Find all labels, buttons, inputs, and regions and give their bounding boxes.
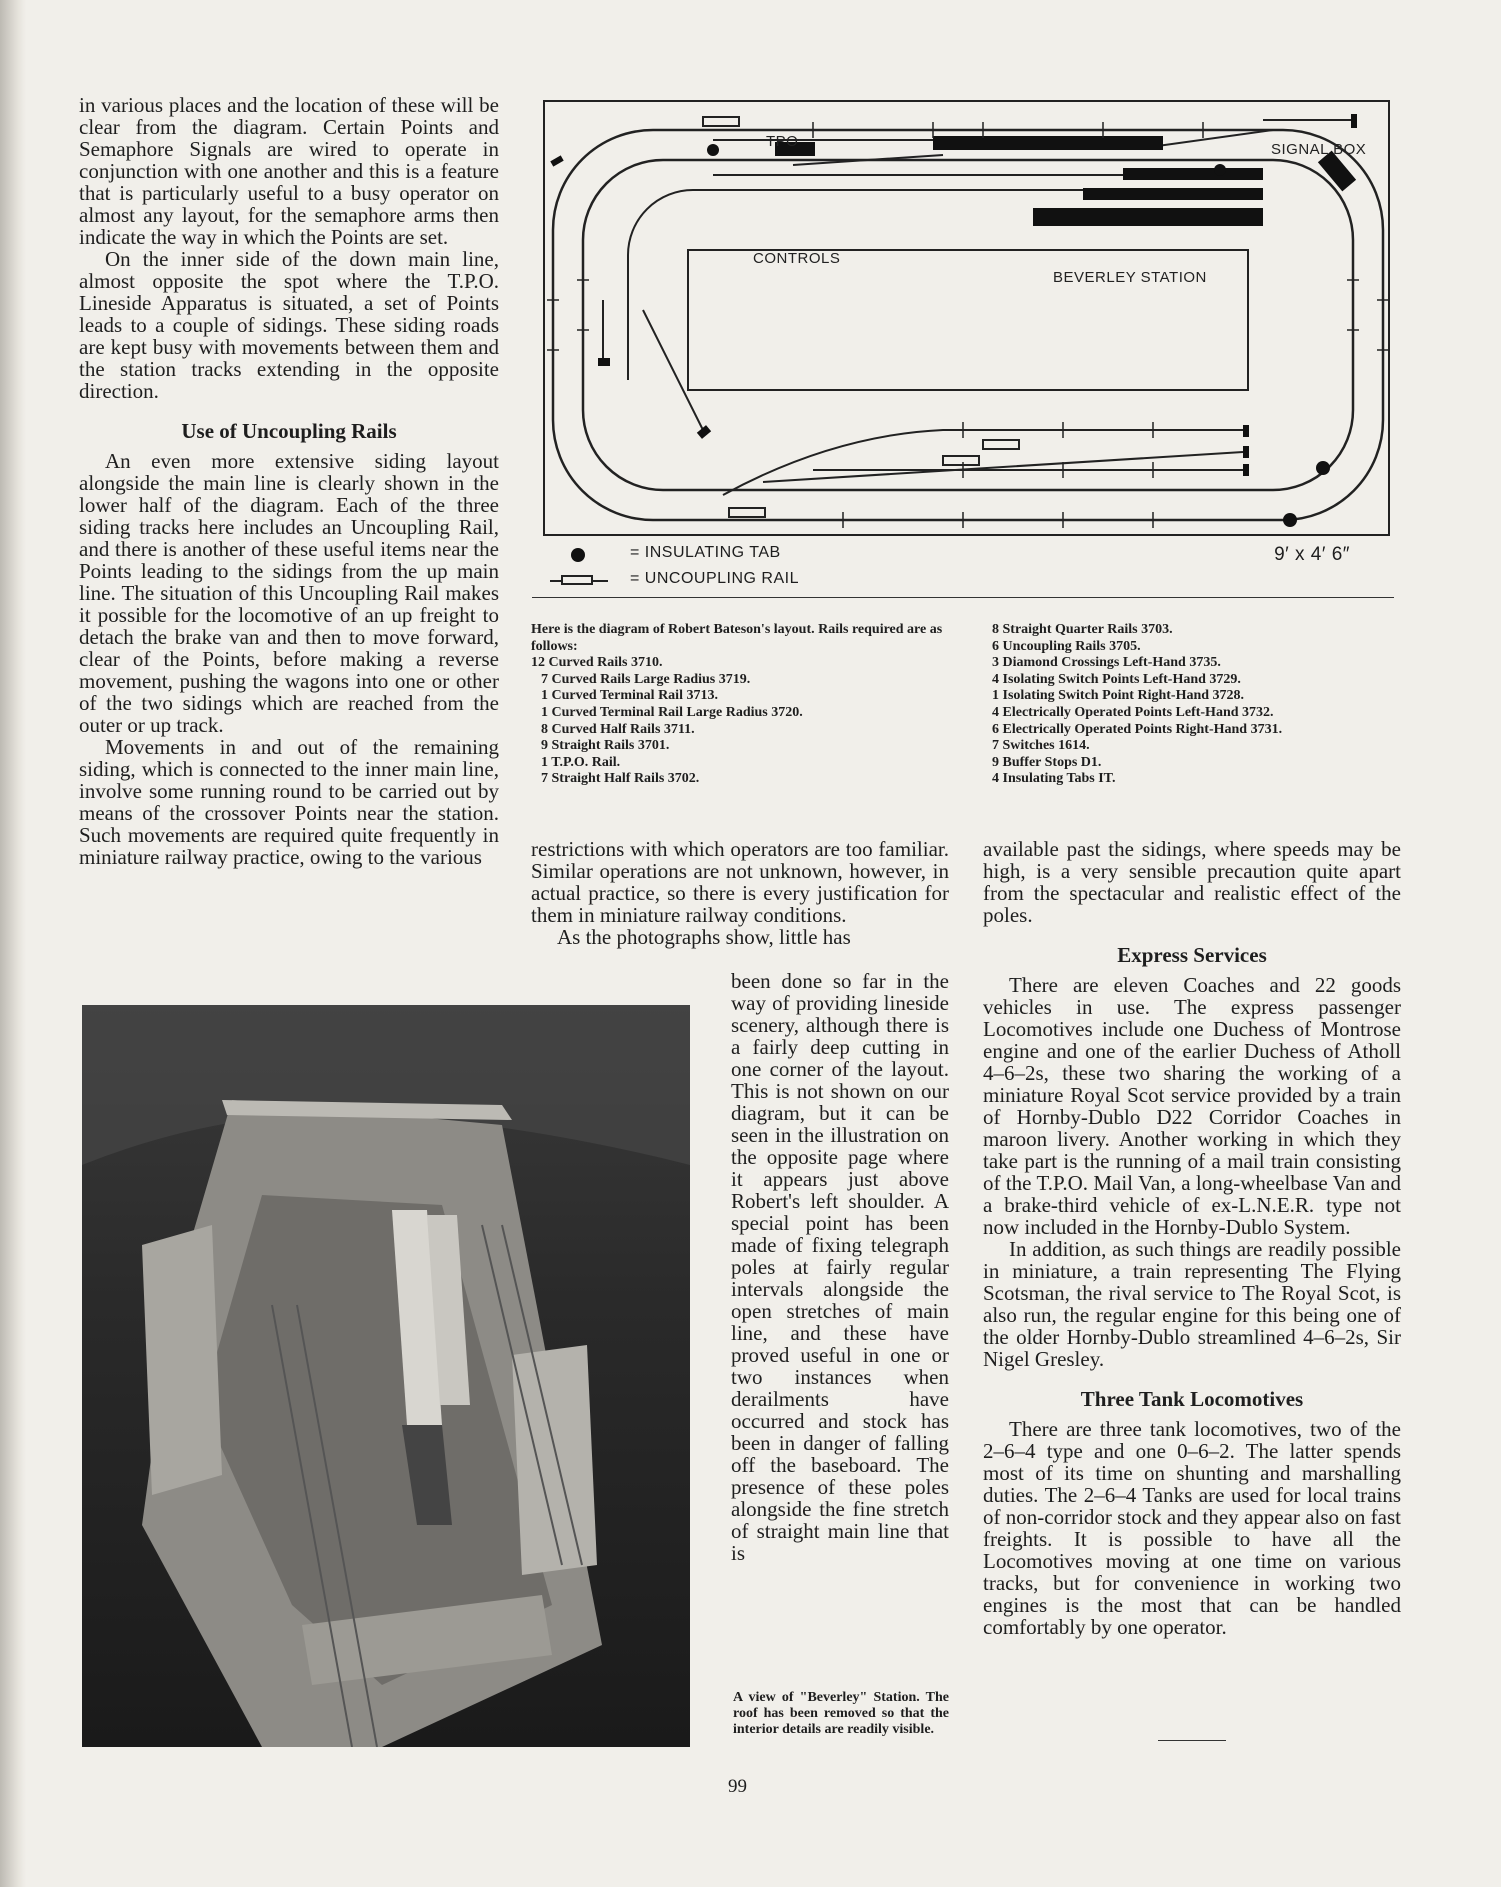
photo-caption	[733, 1690, 949, 1738]
parts-item: 8 Straight Quarter Rails 3703.	[992, 622, 1173, 637]
paragraph: available past the sidings, where speeds may be high, is a very sensible precaution quite apart from the spectacular and realistic effect of the poles.	[983, 837, 1401, 927]
rail-joint-ticks	[547, 122, 1389, 528]
uncoupling-rail-symbol	[983, 440, 1019, 449]
scan-edge-shadow	[0, 0, 26, 1887]
diagram-label-controls: CONTROLS	[753, 250, 841, 267]
legend-insulating-tab	[562, 544, 962, 566]
legend-uncoupling-rail	[562, 570, 962, 592]
parts-item: 1 Curved Terminal Rail 3713.	[541, 688, 718, 704]
parts-item: 7 Switches 1614.	[992, 738, 1090, 754]
parts-list-left	[531, 622, 971, 788]
parts-item: 1 Curved Terminal Rail Large Radius 3720.	[541, 704, 803, 720]
buffer-stop	[1351, 114, 1357, 128]
paragraph: An even more extensive siding layout alongside the main line is clearly shown in the lower half of the diagram. Each of the three siding tracks here includes an Uncoupling Rail, and there is another of these useful items near the Points leading to the sidings from the up main line. The situation of this Uncoupling Rail makes it possible for the locomotive of an up freight to detach the brake van and then to move forward, clear of the Points, before making a reverse movement, pushing the wagons into one or other of the two sidings which are reached from the outer or up track.	[79, 449, 499, 737]
buffer-stop	[1243, 425, 1249, 437]
uncoupling-rail-symbol	[703, 117, 739, 126]
parts-item: 6 Electrically Operated Points Right-Hand 3731.	[992, 721, 1283, 737]
parts-item: 9 Buffer Stops D1.	[992, 754, 1102, 770]
platform-building	[512, 1345, 597, 1575]
page-number: 99	[728, 1776, 747, 1797]
parts-item: 4 Insulating Tabs IT.	[992, 771, 1116, 787]
paragraph: On the inner side of the down main line, almost opposite the spot where the T.P.O. Lineside Apparatus is situated, a set of Points leads to a couple of sidings. These siding roads are kept busy with movements between them and the station tracks extending in the opposite direction.	[79, 247, 499, 403]
buffer-stop	[1243, 464, 1249, 476]
uncoupling-rail-icon	[550, 571, 610, 591]
caption-text: A view of "Beverley" Station. The roof has been removed so that the interior details are readily visible.	[733, 1690, 949, 1737]
parts-intro: Here is the diagram of Robert Bateson's layout. Rails required are as follows:	[531, 622, 943, 654]
insulating-tab-dot	[1316, 461, 1330, 475]
parts-item: 9 Straight Rails 3701.	[541, 738, 670, 754]
parts-item: 1 T.P.O. Rail.	[541, 754, 621, 770]
insulating-tab-dot	[1214, 164, 1226, 176]
platform-block	[1083, 188, 1263, 200]
paragraph: In addition, as such things are readily possible in miniature, a train representing The Flying Scotsman, the rival service to The Royal Scot, is also run, the regular engine for this being one of the older Hornby-Dublo streamlined 4–6–2s, Sir Nigel Gresley.	[983, 1237, 1401, 1371]
paragraph: As the photographs show, little has	[557, 925, 851, 949]
end-rule	[1158, 1740, 1226, 1741]
insulating-tab-dot	[707, 144, 719, 156]
insulating-tab-dot	[1283, 513, 1297, 527]
parts-list-right	[992, 622, 1412, 788]
paragraph: been done so far in the way of providing lineside scenery, although there is a fairly deep cutting in one corner of the layout. This is not shown on our diagram, but it can be seen in the illustration on the opposite page where it appears just above Robert's left shoulder. A special point has been made of fixing telegraph poles at fairly regular intervals alongside the open stretches of main line, and these have proved useful in one or two instances when derailments have occurred and stock has been in danger of falling off the baseboard. The presence of these poles alongside the fine stretch of straight main line that is	[731, 969, 949, 1565]
parts-item: 1 Isolating Switch Point Right-Hand 3728.	[992, 688, 1245, 704]
section-heading: Three Tank Locomotives	[1080, 1387, 1304, 1411]
parts-item: 8 Curved Half Rails 3711.	[541, 721, 695, 737]
diagram-label-signal-box: SIGNAL BOX	[1271, 141, 1367, 158]
station-photo	[82, 1005, 690, 1747]
platform-block	[933, 136, 1163, 150]
platform-block	[1033, 208, 1263, 226]
buffer-stop	[550, 155, 563, 166]
legend-label: = INSULATING TAB	[630, 544, 781, 561]
buffer-stop	[598, 358, 610, 366]
buffer-stop	[1243, 446, 1249, 458]
paragraph: There are eleven Coaches and 22 goods vehicles in use. The express passenger Locomotives include one Duchess of Montrose engine and one of the earlier Duchess of Atholl 4–6–2s, these two sharing the working of a miniature Royal Scot service provided by a train of Hornby-Dublo D22 Corridor Coaches in maroon livery. Another working in which they take part is the running of a mail train consisting of the T.P.O. Mail Van, a long-wheelbase Van and a brake-third vehicle of ex-L.N.E.R. type not now included in the Hornby-Dublo System.	[983, 973, 1401, 1239]
left-column	[79, 94, 499, 868]
middle-column	[531, 838, 949, 948]
diagram-label-beverley-station: BEVERLEY STATION	[1053, 269, 1207, 286]
parts-item: 7 Straight Half Rails 3702.	[541, 771, 700, 787]
uncoupling-rail-symbol	[943, 456, 979, 465]
paragraph: in various places and the location of these will be clear from the diagram. Certain Points and Semaphore Signals are wired to operate in conjunction with one another and this is a feature that is particularly useful to a busy operator on almost any layout, for the semaphore arms then indicate the way in which the Points are set.	[79, 93, 499, 249]
diagram-legend	[562, 544, 1392, 594]
paragraph: restrictions with which operators are too familiar. Similar operations are not unknown, however, in actual practice, so there is every justification for them in miniature railway conditions.	[531, 837, 949, 927]
right-column	[983, 838, 1401, 1638]
divider	[532, 597, 1394, 598]
paragraph: There are three tank locomotives, two of the 2–6–4 type and one 0–6–2. The latter spends most of its time on shunting and marshalling duties. The 2–6–4 Tanks are used for local trains of non-corridor stock and they appear also on fast freights. It is possible to have all the Locomotives moving at one time on various tracks, but for convenience in working two engines is the most that can be handled comfortably by one operator.	[983, 1417, 1401, 1639]
uncoupling-rail-symbol	[729, 508, 765, 517]
track-layout-diagram	[543, 100, 1390, 536]
middle-column-narrow	[731, 970, 949, 1564]
layout-dimensions: 9′ x 4′ 6″	[1274, 544, 1350, 565]
diagram-label-tpo: TPO	[766, 133, 799, 150]
section-heading: Express Services	[1117, 943, 1267, 967]
buffer-stop	[697, 425, 711, 439]
platform-block	[1123, 168, 1263, 180]
parts-item: 7 Curved Rails Large Radius 3719.	[541, 671, 751, 687]
parts-item: 3 Diamond Crossings Left-Hand 3735.	[992, 655, 1221, 671]
building-wall	[142, 1225, 222, 1495]
paragraph: Movements in and out of the remaining siding, which is connected to the inner main line, involve some running round to be carried out by means of the crossover Points near the station. Such movements are required quite frequently in miniature railway practice, owing to the various	[79, 735, 499, 869]
section-heading: Use of Uncoupling Rails	[181, 419, 397, 443]
parts-item: 4 Electrically Operated Points Left-Hand 3732.	[992, 704, 1274, 720]
parts-item: 6 Uncoupling Rails 3705.	[992, 638, 1141, 654]
parts-item: 4 Isolating Switch Points Left-Hand 3729.	[992, 671, 1241, 687]
insulating-tab-icon	[564, 545, 594, 565]
parts-item: 12 Curved Rails 3710.	[531, 655, 663, 671]
legend-label: = UNCOUPLING RAIL	[630, 570, 799, 587]
